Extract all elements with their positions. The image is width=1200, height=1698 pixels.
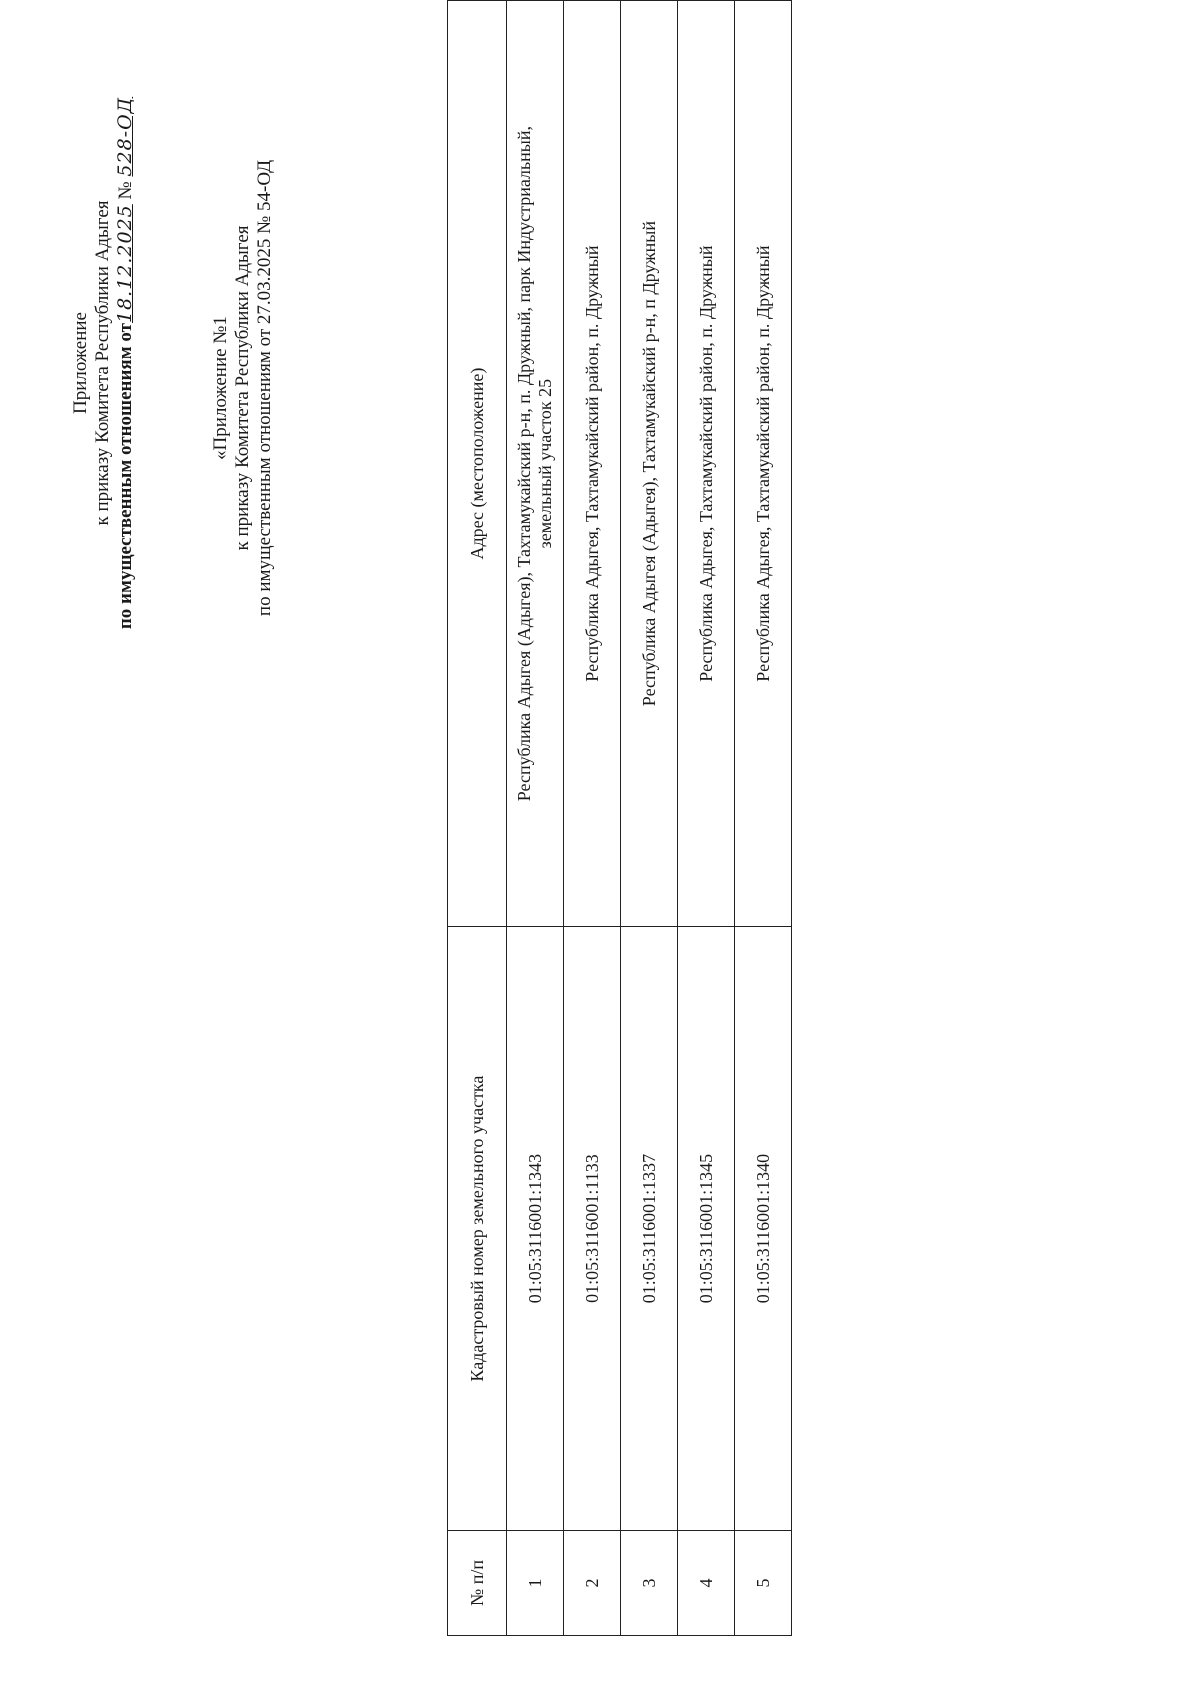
appendix-line-2: к приказу Комитета Республики Адыгея <box>92 200 113 526</box>
table-header-row <box>448 1 507 1636</box>
header-num: № п/п <box>448 1531 507 1636</box>
cell-num: 5 <box>735 1531 792 1636</box>
land-plots-table <box>447 0 792 1636</box>
cell-cadastral: 01:05:3116001:1340 <box>735 927 792 1531</box>
cell-cadastral: 01:05:3116001:1337 <box>621 927 678 1531</box>
cell-address: Республика Адыгея, Тахтамукайский район, п. Дружный <box>678 1 735 927</box>
cell-cadastral: 01:05:3116001:1133 <box>564 927 621 1531</box>
appendix-line-3-prefix: по имущественным отношениям от <box>115 323 136 630</box>
appendix-line-3 <box>114 83 137 643</box>
quoted-appendix-header <box>210 88 276 688</box>
number-sign: № <box>115 181 136 200</box>
cell-address: Республика Адыгея (Адыгея), Тахтамукайский р-н, п Дружный <box>621 1 678 927</box>
table-row <box>678 1 735 1636</box>
handwritten-date: 18.12.2025 <box>114 204 136 324</box>
address-line-2: земельный участок 25 <box>535 378 555 549</box>
cell-num: 2 <box>564 1531 621 1636</box>
handwritten-number: 528-ОД <box>114 96 136 177</box>
table-row <box>735 1 792 1636</box>
cell-num: 4 <box>678 1531 735 1636</box>
address-line-1: Республика Адыгея (Адыгея), Тахтамукайский р-н, п. Дружный, парк Индустриальный, <box>514 125 534 802</box>
table-row <box>621 1 678 1636</box>
cell-cadastral: 01:05:3116001:1343 <box>507 927 564 1531</box>
header-cadastral: Кадастровый номер земельного участка <box>448 927 507 1531</box>
quoted-line-2: к приказу Комитета Республики Адыгея <box>232 225 253 551</box>
appendix-title: Приложение <box>70 312 91 414</box>
cell-cadastral: 01:05:3116001:1345 <box>678 927 735 1531</box>
cell-address: Республика Адыгея, Тахтамукайский район, п. Дружный <box>564 1 621 927</box>
appendix-header <box>70 83 137 643</box>
cell-num: 1 <box>507 1531 564 1636</box>
cell-address: Республика Адыгея, Тахтамукайский район, п. Дружный <box>735 1 792 927</box>
table-row <box>564 1 621 1636</box>
header-address: Адрес (местоположение) <box>448 1 507 927</box>
cell-address <box>507 1 564 927</box>
quoted-title: «Приложение №1 <box>210 316 231 460</box>
table-row <box>507 1 564 1636</box>
cell-num: 3 <box>621 1531 678 1636</box>
quoted-line-3: по имущественным отношениям от 27.03.2025 № 54-ОД <box>254 159 275 617</box>
